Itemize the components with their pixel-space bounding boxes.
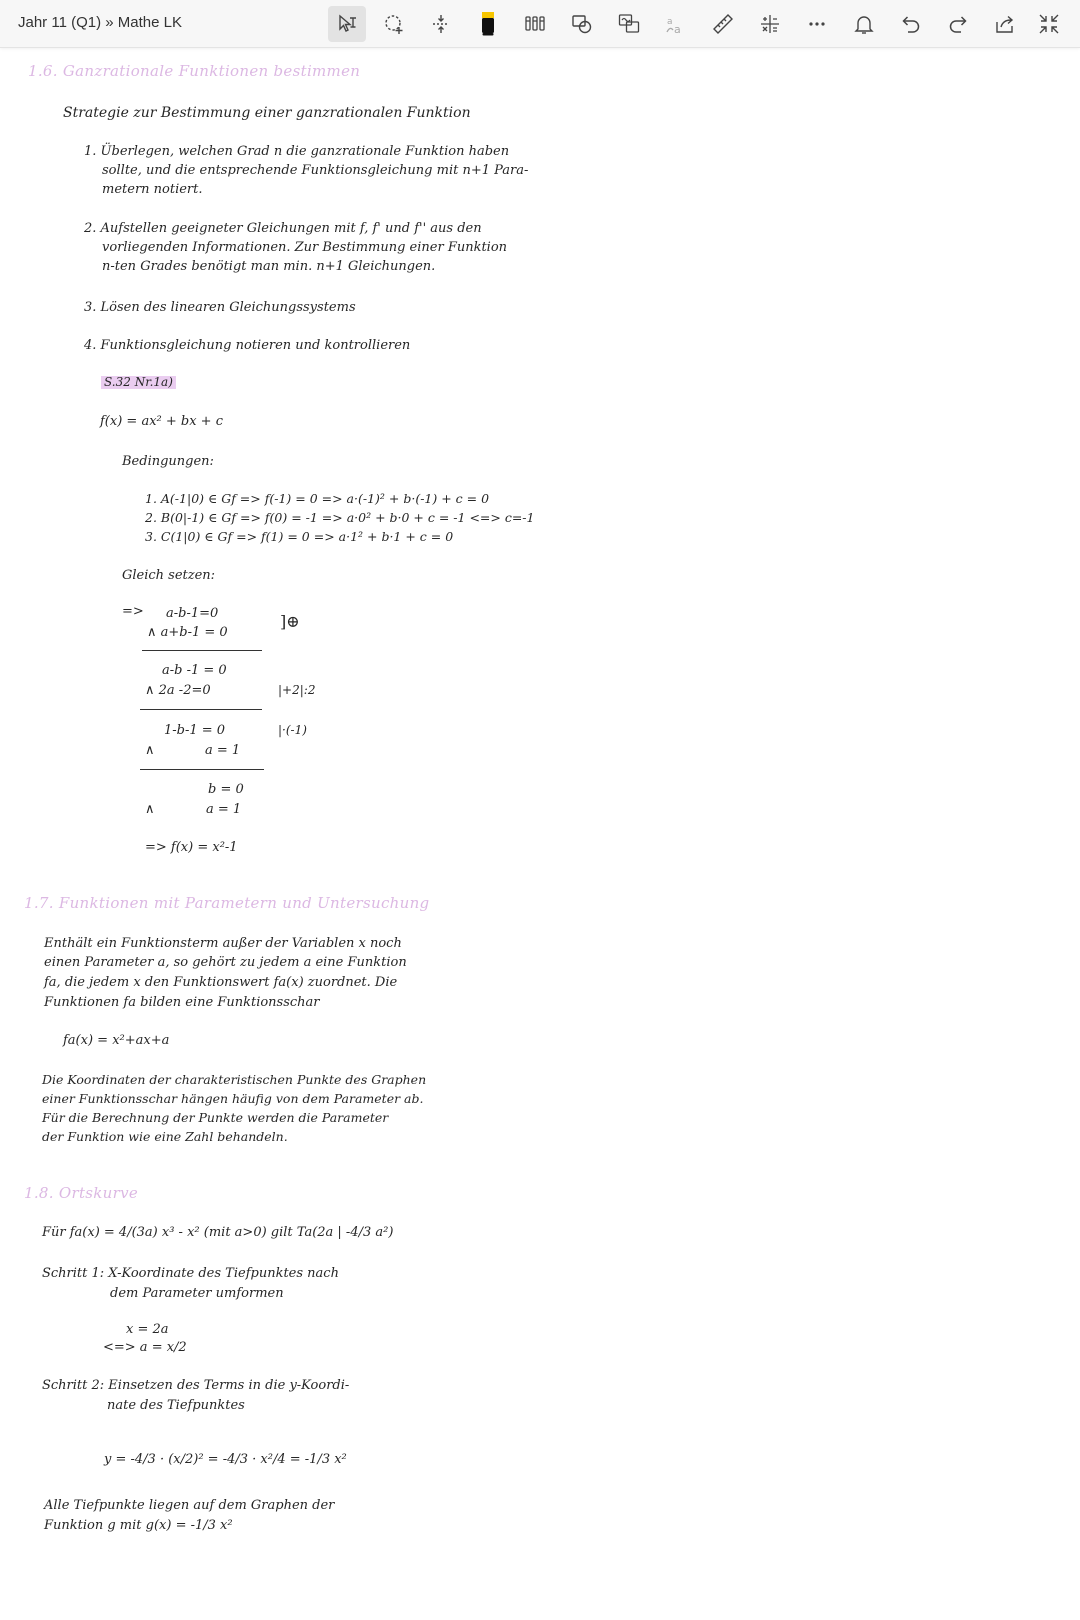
ruler-button[interactable] bbox=[704, 6, 742, 42]
note-canvas[interactable] bbox=[0, 48, 1080, 1620]
bedingungen-label: Bedingungen: bbox=[122, 454, 214, 469]
toolbar bbox=[0, 0, 1080, 48]
system-divider-3 bbox=[140, 769, 264, 770]
redo-button[interactable] bbox=[939, 6, 977, 42]
y-equation: y = -4/3 · (x/2)² = -4/3 · x²/4 = -1/3 x² bbox=[104, 1452, 347, 1467]
step2-line1: 2. Aufstellen geeigneter Gleichungen mit f, f' und f'' aus den bbox=[84, 221, 482, 236]
system1-eq-b: ∧ a+b-1 = 0 bbox=[147, 625, 228, 640]
bell-icon bbox=[852, 12, 876, 36]
undo-button[interactable] bbox=[892, 6, 930, 42]
system2-eq-a: a-b -1 = 0 bbox=[162, 663, 227, 678]
conclusion-line2: Funktion g mit g(x) = -1/3 x² bbox=[44, 1518, 233, 1533]
ink-to-text-icon bbox=[617, 12, 641, 36]
pens-gallery-button[interactable] bbox=[516, 6, 554, 42]
system3-eq-a: 1-b-1 = 0 bbox=[164, 723, 226, 738]
section-1-7b-line1: Die Koordinaten der charakteristischen Punkte des Graphen bbox=[42, 1072, 427, 1087]
system1-operation: ]⊕ bbox=[280, 612, 300, 631]
system4-eq-a: b = 0 bbox=[208, 782, 244, 797]
system-divider-1 bbox=[142, 650, 262, 651]
result-function: => f(x) = x²-1 bbox=[145, 840, 238, 855]
section-1-7b-line4: der Funktion wie eine Zahl behandeln. bbox=[42, 1129, 288, 1144]
svg-text:a: a bbox=[667, 17, 673, 27]
section-1-7-line3: fa, die jedem x den Funktionswert fa(x) zuordnet. Die bbox=[44, 975, 398, 990]
step1-line2: sollte, und die entsprechende Funktionsgleichung mit n+1 Para- bbox=[102, 163, 529, 178]
collapse-icon bbox=[1037, 12, 1061, 36]
step2-line3: n-ten Grades benötigt man min. n+1 Gleichungen. bbox=[102, 259, 436, 274]
undo-icon bbox=[899, 12, 923, 36]
condition-3: 3. C(1|0) ∈ Gf => f(1) = 0 => a·1² + b·1 + c = 0 bbox=[145, 529, 454, 544]
system3-eq-b: a = 1 bbox=[205, 743, 241, 758]
section-1-6-title: 1.6. Ganzrationale Funktionen bestimmen bbox=[28, 62, 361, 80]
math-icon bbox=[758, 12, 782, 36]
pen-black-button[interactable] bbox=[469, 6, 507, 42]
system-divider-2 bbox=[140, 709, 262, 710]
system4-eq-b: a = 1 bbox=[206, 802, 242, 817]
section-1-7-line2: einen Parameter a, so gehört zu jedem a eine Funktion bbox=[44, 955, 407, 970]
add-shape-button[interactable] bbox=[375, 6, 413, 42]
ink-to-shape-button[interactable] bbox=[563, 6, 601, 42]
condition-1: 1. A(-1|0) ∈ Gf => f(-1) = 0 => a·(-1)² + b·(-1) + c = 0 bbox=[145, 491, 490, 506]
lasso-select-button[interactable] bbox=[328, 6, 366, 42]
section-1-7-line4: Funktionen fa bilden eine Funktionsschar bbox=[44, 995, 320, 1010]
pens-gallery-icon bbox=[523, 12, 547, 36]
system2-eq-b: ∧ 2a -2=0 bbox=[145, 683, 211, 698]
arrow-implies: => bbox=[122, 604, 144, 619]
schritt2-line2: nate des Tiefpunktes bbox=[107, 1398, 245, 1413]
fx-general: f(x) = ax² + bx + c bbox=[100, 414, 223, 429]
ink-to-math-icon bbox=[664, 12, 688, 36]
x-equation: x = 2a bbox=[126, 1322, 169, 1337]
system1-eq-a: a-b-1=0 bbox=[166, 606, 219, 621]
step3: 3. Lösen des linearen Gleichungssystems bbox=[84, 300, 356, 315]
ruler-icon bbox=[711, 12, 735, 36]
more-icon bbox=[805, 12, 829, 36]
pen-black-icon bbox=[476, 12, 500, 36]
insert-space-icon bbox=[429, 12, 453, 36]
add-shape-icon bbox=[382, 12, 406, 36]
schritt2-line1: Schritt 2: Einsetzen des Terms in die y-Koordi- bbox=[42, 1378, 350, 1393]
section-1-7-title: 1.7. Funktionen mit Parametern und Untersuchung bbox=[24, 894, 430, 912]
ink-to-shape-icon bbox=[570, 12, 594, 36]
insert-space-button[interactable] bbox=[422, 6, 460, 42]
breadcrumb[interactable]: Jahr 11 (Q1) » Mathe LK bbox=[18, 14, 182, 31]
collapse-button[interactable] bbox=[1030, 6, 1068, 42]
step2-line2: vorliegenden Informationen. Zur Bestimmung einer Funktion bbox=[102, 240, 508, 255]
ink-to-text-button[interactable] bbox=[610, 6, 648, 42]
section-1-7-line1: Enthält ein Funktionsterm außer der Variablen x noch bbox=[44, 936, 402, 951]
ortskurve-given: Für fa(x) = 4/(3a) x³ - x² (mit a>0) gilt Ta(2a | -4/3 a²) bbox=[42, 1225, 394, 1240]
redo-icon bbox=[946, 12, 970, 36]
schritt1-line2: dem Parameter umformen bbox=[110, 1286, 284, 1301]
gleich-setzen-label: Gleich setzen: bbox=[122, 568, 216, 583]
svg-text:a: a bbox=[674, 23, 681, 36]
strategie-heading: Strategie zur Bestimmung einer ganzrationalen Funktion bbox=[63, 105, 471, 121]
step1-line1: 1. Überlegen, welchen Grad n die ganzrationale Funktion haben bbox=[84, 144, 510, 159]
math-button[interactable] bbox=[751, 6, 789, 42]
step4: 4. Funktionsgleichung notieren und kontrollieren bbox=[84, 338, 411, 353]
system3-wedge: ∧ bbox=[145, 743, 155, 758]
more-button[interactable] bbox=[798, 6, 836, 42]
condition-2: 2. B(0|-1) ∈ Gf => f(0) = -1 => a·0² + b·0 + c = -1 <=> c=-1 bbox=[145, 510, 535, 525]
task-reference: S.32 Nr.1a) bbox=[101, 376, 176, 389]
section-1-7b-line2: einer Funktionsschar hängen häufig von dem Parameter ab. bbox=[42, 1091, 424, 1106]
system2-operation: |+2|:2 bbox=[278, 683, 316, 697]
ink-to-math-button[interactable] bbox=[657, 6, 695, 42]
notifications-button[interactable] bbox=[845, 6, 883, 42]
lasso-select-icon bbox=[335, 12, 359, 36]
conclusion-line1: Alle Tiefpunkte liegen auf dem Graphen der bbox=[44, 1498, 335, 1513]
a-equation: <=> a = x/2 bbox=[103, 1340, 187, 1355]
section-1-7b-line3: Für die Berechnung der Punkte werden die Parameter bbox=[42, 1110, 389, 1125]
step1-line3: metern notiert. bbox=[102, 182, 203, 197]
section-1-8-title: 1.8. Ortskurve bbox=[24, 1184, 139, 1202]
funktionsschar-example: fa(x) = x²+ax+a bbox=[63, 1033, 170, 1048]
share-button[interactable] bbox=[986, 6, 1024, 42]
share-icon bbox=[993, 12, 1017, 36]
schritt1-line1: Schritt 1: X-Koordinate des Tiefpunktes nach bbox=[42, 1266, 339, 1281]
system3-operation: |·(-1) bbox=[278, 723, 307, 737]
system4-wedge: ∧ bbox=[145, 802, 155, 817]
